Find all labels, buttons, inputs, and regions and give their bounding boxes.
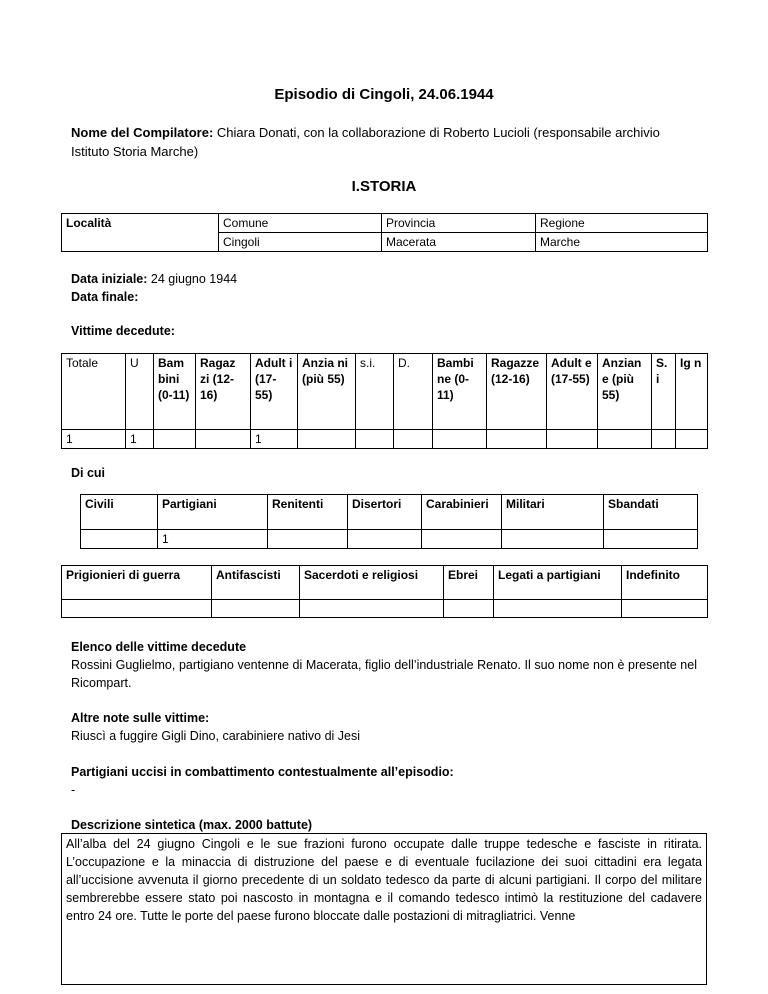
victims-header: U: [126, 354, 154, 430]
victims-header: Adult e (17-55): [547, 354, 598, 430]
category-header: Antifascisti: [212, 566, 300, 600]
category-cell: [81, 530, 158, 549]
dicui-label: Di cui: [71, 466, 106, 480]
start-date: [71, 270, 237, 288]
victims-table: [61, 353, 708, 449]
document-title: Episodio di Cingoli, 24.06.1944: [274, 86, 494, 103]
category-cell: [622, 600, 708, 618]
victims-header: Bam bini (0-11): [154, 354, 196, 430]
victims-header: Adult i (17-55): [251, 354, 298, 430]
category-cell: [62, 600, 212, 618]
category-cell: [300, 600, 444, 618]
victims-cell: [487, 430, 547, 449]
category-header: Prigionieri di guerra: [62, 566, 212, 600]
victims-header: Ig n: [676, 354, 708, 430]
victims-cell: [196, 430, 251, 449]
category-cell: [494, 600, 622, 618]
victims-header: s.i.: [356, 354, 394, 430]
victims-header: Bambi ne (0-11): [433, 354, 487, 430]
location-header-comune: Comune: [219, 214, 382, 233]
other-notes-text: Riuscì a fuggire Gigli Dino, carabiniere nativo di Jesi: [71, 729, 361, 743]
location-label: Località: [62, 214, 219, 252]
victims-header: Anzian e (più 55): [598, 354, 652, 430]
category-header: Militari: [502, 495, 604, 530]
victims-cell: [676, 430, 708, 449]
victims-header: Anzia ni (più 55): [298, 354, 356, 430]
start-date-label: Data iniziale:: [71, 272, 148, 286]
victims-header: Totale: [62, 354, 126, 430]
partisans-killed-text: -: [71, 783, 76, 797]
category-cell: [444, 600, 494, 618]
victims-header: S. i: [652, 354, 676, 430]
victims-header: Ragazze (12-16): [487, 354, 547, 430]
start-date-value: 24 giugno 1944: [150, 272, 238, 286]
category-cell: [212, 600, 300, 618]
victims-cell: 1: [126, 430, 154, 449]
victims-list-label: Elenco delle vittime decedute: [71, 640, 247, 654]
category-cell: 1: [158, 530, 268, 549]
victims-label: Vittime decedute:: [71, 324, 175, 338]
category-header: Legati a partigiani: [494, 566, 622, 600]
location-header-provincia: Provincia: [382, 214, 536, 233]
category-header: Renitenti: [268, 495, 348, 530]
victims-cell: [298, 430, 356, 449]
location-value-provincia: Macerata: [382, 233, 536, 252]
category-cell: [422, 530, 502, 549]
category-cell: [502, 530, 604, 549]
victims-cell: 1: [62, 430, 126, 449]
victims-cell: [356, 430, 394, 449]
victims-header: Ragaz zi (12-16): [196, 354, 251, 430]
categories-table-2: [61, 565, 708, 618]
victims-cell: [598, 430, 652, 449]
victims-cell: [394, 430, 433, 449]
other-notes-label: Altre note sulle vittime:: [71, 711, 210, 725]
compiler-label: Nome del Compilatore:: [71, 125, 214, 140]
location-value-comune: Cingoli: [219, 233, 382, 252]
category-header: Civili: [81, 495, 158, 530]
compiler-info: [71, 123, 701, 161]
section-title: I.STORIA: [351, 178, 417, 195]
category-header: Indefinito: [622, 566, 708, 600]
category-header: Sbandati: [604, 495, 698, 530]
victims-cell: [547, 430, 598, 449]
location-value-regione: Marche: [536, 233, 708, 252]
category-header: Disertori: [348, 495, 422, 530]
category-header: Carabinieri: [422, 495, 502, 530]
category-header: Ebrei: [444, 566, 494, 600]
partisans-killed-label: Partigiani uccisi in combattimento contestualmente all’episodio:: [71, 765, 454, 779]
victims-header: D.: [394, 354, 433, 430]
compiler-value: Chiara Donati, con la collaborazione di Roberto Lucioli (responsabile archivio Istituto Storia Marche): [71, 125, 660, 159]
category-cell: [604, 530, 698, 549]
category-header: Partigiani: [158, 495, 268, 530]
category-cell: [348, 530, 422, 549]
victims-list-text: Rossini Guglielmo, partigiano ventenne di Macerata, figlio dell’industriale Renato. Il suo nome non è presente nel Ricompart.: [71, 658, 697, 690]
victims-cell: 1: [251, 430, 298, 449]
victims-cell: [433, 430, 487, 449]
victims-cell: [652, 430, 676, 449]
victims-cell: [154, 430, 196, 449]
category-cell: [268, 530, 348, 549]
description-label: Descrizione sintetica (max. 2000 battute): [71, 818, 313, 832]
end-date-label: Data finale:: [71, 290, 139, 304]
location-table: [61, 213, 708, 252]
categories-table: [80, 494, 698, 549]
category-header: Sacerdoti e religiosi: [300, 566, 444, 600]
description-box: All’alba del 24 giugno Cingoli e le sue frazioni furono occupate dalle truppe tedesche e fasciste in ritirata. L’occupazione e la minaccia di distruzione del paese e di eventuale fucilazione dei suoi cittadini era legata all’uccisione avvenuta il giorno precedente di un soldato tedesco da parte di alcuni partigiani. Il corpo del militare sembrerebbe essere stato poi nascosto in montagna e il comando tedesco intimò la restituzione del cadavere entro 24 ore. Tutte le porte del paese furono bloccate dalle postazioni di mitragliatrici. Venne: [61, 833, 707, 985]
location-header-regione: Regione: [536, 214, 708, 233]
